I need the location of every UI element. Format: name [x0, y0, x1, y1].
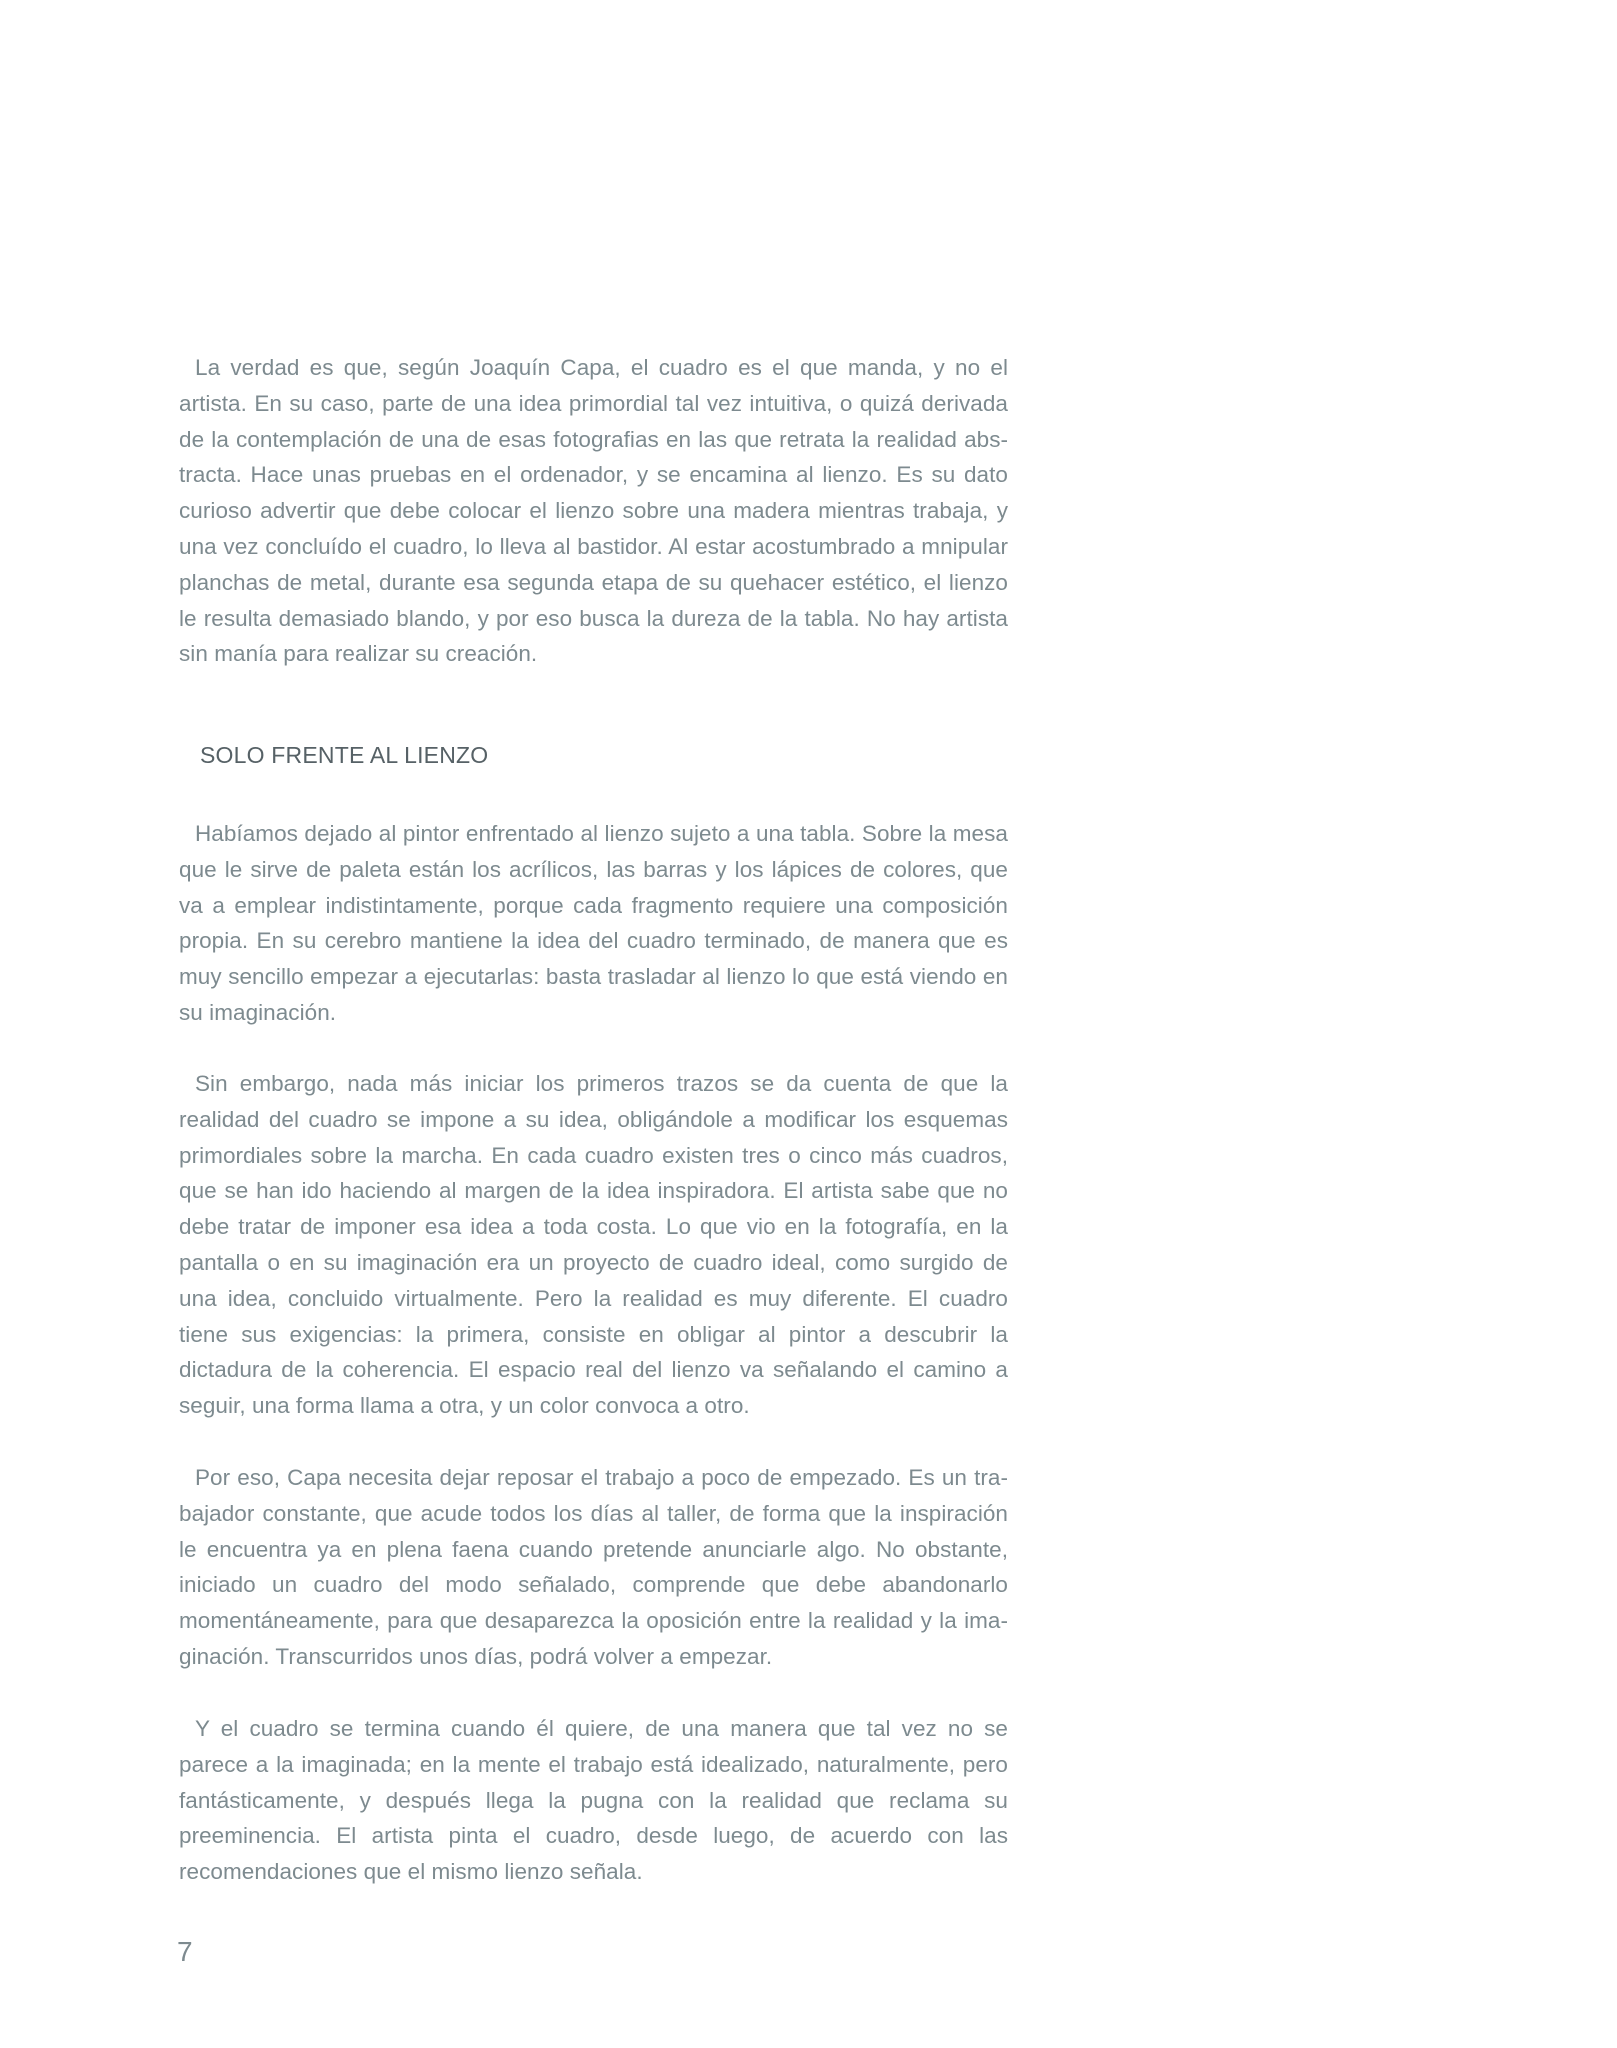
page-number: 7 — [177, 1936, 193, 1967]
paragraph: La verdad es que, según Joaquín Capa, el cuadro es el que manda, y no el artista. En su caso, parte de una idea primordial tal vez intuitiva, o quizá derivada de la contemplación de una de esas fotografias en las que retrata la realidad abstracta. Hace unas pruebas en el ordenador, y se encamina al lienzo. Es su dato curioso advertir que debe colocar el lienzo sobre una madera mientras trabaja, y una vez concluído el cuadro, lo lleva al bastidor. Al estar acostumbrado a mnipular planchas de metal, durante esa segunda etapa de su quehacer estético, el lienzo le resulta demasiado blando, y por eso busca la dureza de la tabla. No hay artista sin manía para realizar su creación. — [179, 355, 1008, 667]
paragraph: Sin embargo, nada más iniciar los primeros trazos se da cuenta de que la realidad del cuadro se impone a su idea, obligándole a modificar los esquemas primordiales sobre la marcha. En cada cuadro existen tres o cinco más cuadros, que se han ido haciendo al margen de la idea inspiradora. El artista sabe que no debe tratar de imponer esa idea a toda costa. Lo que vio en la fotografía, en la pantalla o en su imaginación era un proyecto de cuadro ideal, como surgido de una idea, concluido virtualmente. Pero la realidad es muy diferente. El cuadro tiene sus exigencias: la primera, consiste en obligar al pintor a descubrir la dictadura de la coherencia. El espacio real del lienzo va señalando el camino a seguir, una forma llama a otra, y un color convoca a otro. — [179, 1071, 1008, 1419]
paragraph: Por eso, Capa necesita dejar reposar el trabajo a poco de empezado. Es un trabajador constante, que acude todos los días al taller, de forma que la inspiración le encuentra ya en plena faena cuando pretende anunciarle algo. No obstante, iniciado un cuadro del modo señalado, comprende que debe abandonarlo momentáneamente, para que desaparezca la oposición entre la realidad y la imaginación. Transcurridos unos días, podrá volver a empezar. — [179, 1465, 1008, 1669]
section-text-block-3 — [179, 1460, 1008, 1675]
paragraph: Habíamos dejado al pintor enfrentado al lienzo sujeto a una tabla. Sobre la mesa que le sirve de paleta están los acrílicos, las barras y los lápices de colores, que va a emplear indistintamente, porque cada fragmento requiere una composición propia. En su cerebro mantiene la idea del cuadro terminado, de manera que es muy sencillo empezar a ejecutarlas: basta trasladar al lienzo lo que está viendo en su imaginación. — [179, 821, 1008, 1025]
section-text-block-2 — [179, 1066, 1008, 1424]
intro-text-block — [179, 350, 1008, 672]
section-text-block-4 — [179, 1711, 1008, 1890]
section-text-block-1 — [179, 816, 1008, 1031]
section-heading: SOLO FRENTE AL LIENZO — [200, 742, 489, 768]
paragraph: Y el cuadro se termina cuando él quiere, de una manera que tal vez no se parece a la imaginada; en la mente el trabajo está idealizado, naturalmente, pero fantásticamente, y después llega la pugna con la realidad que reclama su preeminencia. El artista pinta el cuadro, desde luego, de acuerdo con las recomendaciones que el mismo lienzo señala. — [179, 1716, 1008, 1885]
